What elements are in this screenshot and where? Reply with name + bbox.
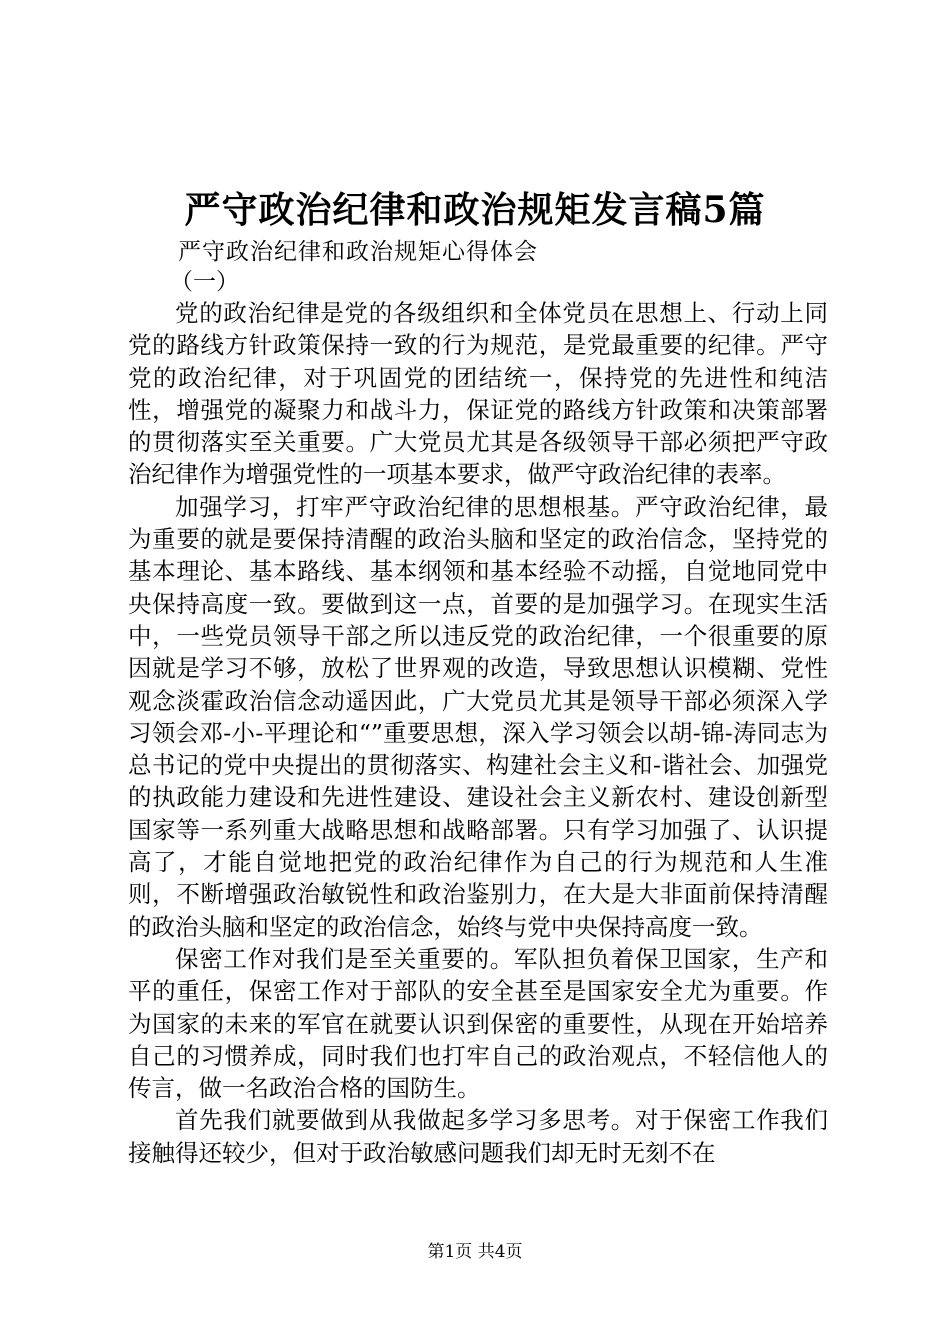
paragraph-1: 党的政治纪律是党的各级组织和全体党员在思想上、行动上同党的路线方针政策保持一致的行为规范，是党最重要的纪律。严守党的政治纪律，对于巩固党的团结统一，保持党的先进性和纯洁性，增强党的凝聚力和战斗力，保证党的路线方针政策和决策部署的贯彻落实至关重要。广大党员尤其是各级领导干部必须把严守政治纪律作为增强党性的一项基本要求，做严守政治纪律的表率。 <box>128 299 828 489</box>
paragraph-4: 首先我们就要做到从我做起多学习多思考。对于保密工作我们接触得还较少，但对于政治敏感问题我们却无时无刻不在 <box>128 1106 828 1167</box>
section-number: （一） <box>170 269 239 295</box>
paragraph-2: 加强学习，打牢严守政治纪律的思想根基。严守政治纪律，最为重要的就是要保持清醒的政治头脑和坚定的政治信念，坚持党的基本理论、基本路线、基本纲领和基本经验不动摇，自觉地同党中央保持高度一致。要做到这一点，首要的是加强学习。在现实生活中，一些党员领导干部之所以违反党的政治纪律，一个很重要的原因就是学习不够，放松了世界观的改造，导致思想认识模糊、党性观念淡霍政治信念动遥因此，广大党员尤其是领导干部必须深入学习领会邓-小-平理论和“”重要思想，深入学习领会以胡-锦-涛同志为总书记的党中央提出的贯彻落实、构建社会主义和-谐社会、加强党的执政能力建设和先进性建设、建设社会主义新农村、建设创新型国家等一系列重大战略思想和战略部署。只有学习加强了、认识提高了，才能自觉地把党的政治纪律作为自己的行为规范和人生准则，不断增强政治敏锐性和政治鉴别力，在大是大非面前保持清醒的政治头脑和坚定的政治信念，始终与党中央保持高度一致。 <box>128 492 828 941</box>
paragraph-3: 保密工作对我们是至关重要的。军队担负着保卫国家，生产和平的重任，保密工作对于部队的安全甚至是国家安全尤为重要。作为国家的未来的军官在就要认识到保密的重要性，从现在开始培养自己的习惯养成，同时我们也打牢自己的政治观点，不轻信他人的传言，做一名政治合格的国防生。 <box>128 944 828 1103</box>
document-title: 严守政治纪律和政治规矩发言稿5篇 <box>184 189 766 231</box>
document-body <box>128 297 828 1169</box>
page-footer: 第1页 共4页 <box>427 1242 523 1262</box>
document-subtitle: 严守政治纪律和政治规矩心得体会 <box>178 239 538 265</box>
